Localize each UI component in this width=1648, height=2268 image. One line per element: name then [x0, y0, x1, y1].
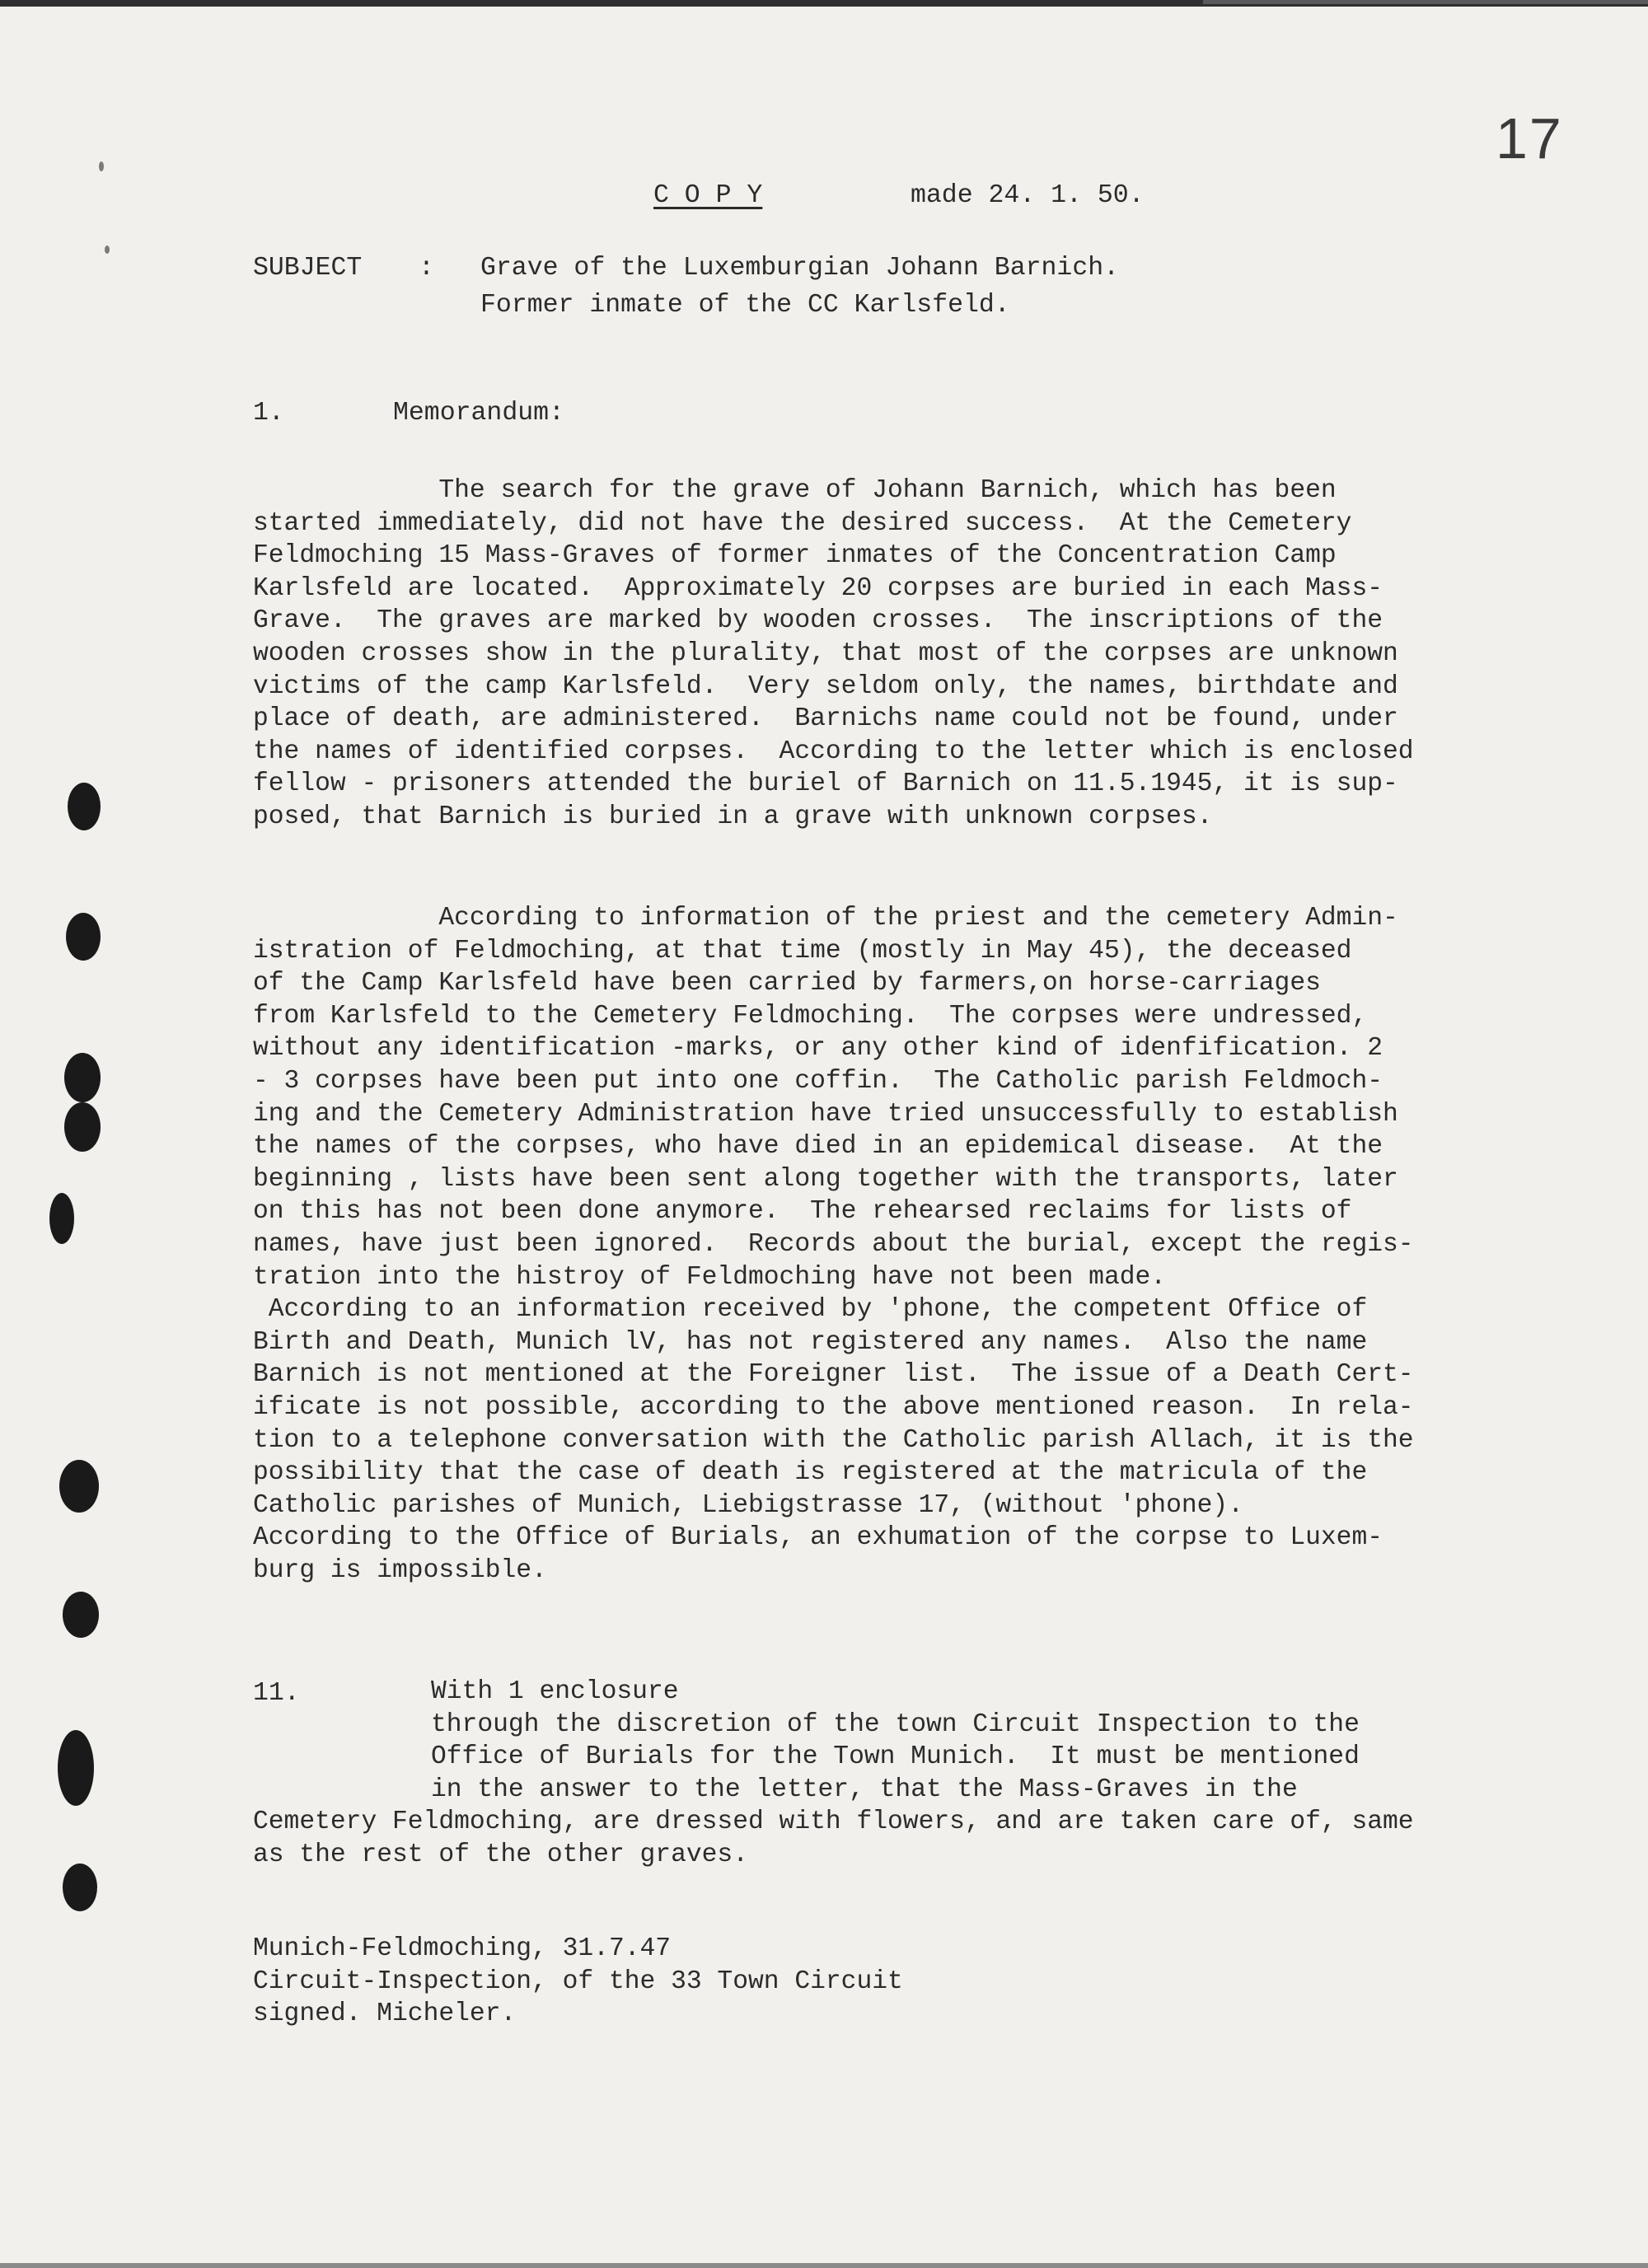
- text-line: tion to a telephone conversation with the Catholic parish Allach, it is the: [253, 1425, 1414, 1455]
- subject-line-2: Former inmate of the CC Karlsfeld.: [480, 291, 1010, 320]
- text-line: posed, that Barnich is buried in a grave with unknown corpses.: [253, 802, 1213, 831]
- page-number: 17: [1496, 106, 1563, 171]
- text-line: possibility that the case of death is registered at the matricula of the: [253, 1458, 1368, 1488]
- text-line: tration into the histroy of Feldmoching have not been made.: [253, 1262, 1167, 1292]
- section-2-continuation: [253, 1806, 1555, 1871]
- punch-hole: [64, 1102, 101, 1152]
- text-line: victims of the camp Karlsfeld. Very seldom only, the names, birthdate and: [253, 671, 1398, 701]
- text-line: as the rest of the other graves.: [253, 1840, 748, 1869]
- text-line: started immediately, did not have the desired success. At the Cemetery: [253, 508, 1352, 538]
- text-line: Feldmoching 15 Mass-Graves of former inmates of the Concentration Camp: [253, 541, 1337, 571]
- text-line: According to information of the priest and the cemetery Admin-: [253, 904, 1398, 933]
- section-1-number: 1.: [253, 399, 284, 428]
- page-bottom-edge: [0, 2263, 1648, 2268]
- text-line: wooden crosses show in the plurality, that most of the corpses are unknown: [253, 638, 1398, 668]
- section-2-block: [431, 1676, 1552, 1806]
- punch-hole: [59, 1460, 99, 1513]
- page-top-edge-shadow: [1203, 0, 1648, 4]
- document-title: C O P Y: [653, 181, 763, 210]
- text-line: Barnich is not mentioned at the Foreigner list. The issue of a Death Cert-: [253, 1360, 1414, 1390]
- subject-label: SUBJECT: [253, 254, 363, 283]
- text-line: burg is impossible.: [253, 1555, 547, 1585]
- text-line: fellow - prisoners attended the buriel of Barnich on 11.5.1945, it is sup-: [253, 769, 1398, 799]
- paragraph-information: [253, 902, 1555, 1587]
- text-line: the names of identified corpses. According to the letter which is enclosed: [253, 737, 1414, 766]
- punch-hole: [58, 1730, 94, 1806]
- text-line: ing and the Cemetery Administration have tried unsuccessfully to establish: [253, 1099, 1398, 1129]
- section-2-number: 11.: [253, 1679, 300, 1708]
- text-line: istration of Feldmoching, at that time (mostly in May 45), the deceased: [253, 936, 1352, 966]
- subject-line-1: Grave of the Luxemburgian Johann Barnich.: [480, 254, 1120, 283]
- text-line: of the Camp Karlsfeld have been carried by farmers,on horse-carriages: [253, 969, 1321, 998]
- text-line: Grave. The graves are marked by wooden crosses. The inscriptions of the: [253, 606, 1383, 636]
- punch-hole: [63, 1592, 99, 1638]
- text-line: Karlsfeld are located. Approximately 20 corpses are buried in each Mass-: [253, 573, 1383, 603]
- signed-by: signed. Micheler.: [253, 1999, 517, 2029]
- punch-hole: [68, 783, 101, 830]
- text-line: Birth and Death, Munich lV, has not registered any names. Also the name: [253, 1327, 1368, 1357]
- text-line: without any identification -marks, or any other kind of idenfification. 2: [253, 1034, 1383, 1064]
- text-line: With 1 enclosure: [431, 1677, 679, 1706]
- text-line: ificate is not possible, according to the above mentioned reason. In rela-: [253, 1392, 1414, 1422]
- text-line: in the answer to the letter, that the Mass-Graves in the: [431, 1775, 1298, 1804]
- place-date: Munich-Feldmoching, 31.7.47: [253, 1934, 672, 1963]
- punch-hole: [63, 1864, 97, 1911]
- punch-hole: [64, 1053, 101, 1102]
- text-line: beginning , lists have been sent along together with the transports, later: [253, 1164, 1398, 1194]
- paragraph-search: [253, 475, 1555, 834]
- text-line: the names of the corpses, who have died in an epidemical disease. At the: [253, 1132, 1383, 1162]
- text-line: Cemetery Feldmoching, are dressed with flowers, and are taken care of, same: [253, 1807, 1414, 1836]
- copy-date: made 24. 1. 50.: [911, 181, 1145, 210]
- text-line: names, have just been ignored. Records about the burial, except the regis-: [253, 1229, 1414, 1259]
- text-line: Catholic parishes of Munich, Liebigstrasse 17, (without 'phone).: [253, 1490, 1243, 1520]
- margin-mark: [105, 246, 110, 254]
- text-line: According to an information received by 'phone, the competent Office of: [253, 1295, 1368, 1325]
- text-line: on this has not been done anymore. The rehearsed reclaims for lists of: [253, 1197, 1352, 1227]
- text-line: from Karlsfeld to the Cemetery Feldmoching. The corpses were undressed,: [253, 1001, 1368, 1031]
- subject-colon: :: [419, 254, 434, 283]
- punch-hole: [66, 913, 101, 961]
- signature-block: [253, 1933, 1555, 2031]
- text-line: through the discretion of the town Circuit Inspection to the: [431, 1709, 1360, 1739]
- section-1-title: Memorandum:: [393, 399, 564, 428]
- punch-hole: [49, 1193, 74, 1244]
- text-line: According to the Office of Burials, an exhumation of the corpse to Luxem-: [253, 1523, 1383, 1553]
- text-line: Office of Burials for the Town Munich. It must be mentioned: [431, 1742, 1360, 1772]
- text-line: place of death, are administered. Barnichs name could not be found, under: [253, 704, 1398, 734]
- text-line: - 3 corpses have been put into one coffin. The Catholic parish Feldmoch-: [253, 1066, 1383, 1096]
- text-line: The search for the grave of Johann Barnich, which has been: [253, 476, 1337, 505]
- issuing-office: Circuit-Inspection, of the 33 Town Circuit: [253, 1966, 903, 1996]
- margin-mark: [99, 161, 104, 171]
